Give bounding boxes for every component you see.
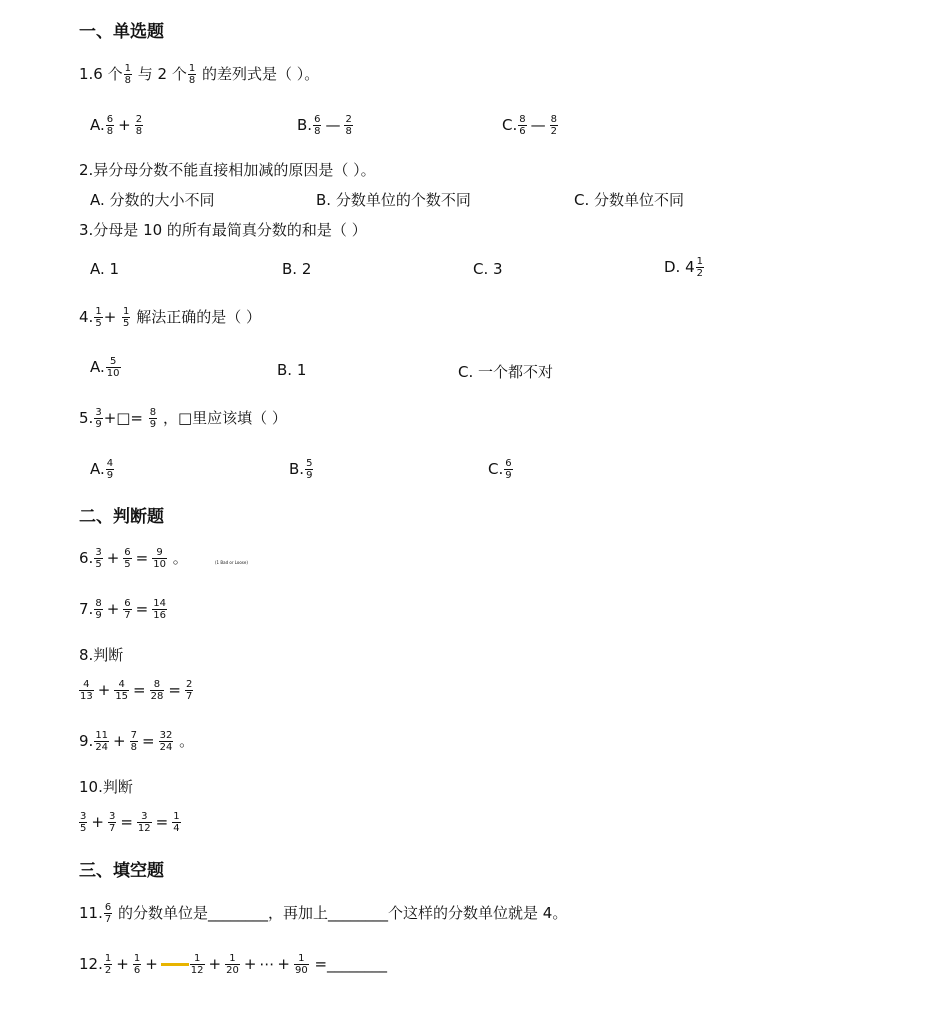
q1-option-c[interactable]: C. $\frac{8}{6}$ — $\frac{8}{2}$ bbox=[502, 114, 557, 137]
question-3: 3.分母是 10 的所有最简真分数的和是（ ） bbox=[79, 221, 367, 239]
section-title-true-false: 二、判断题 bbox=[79, 507, 164, 527]
q3-option-c[interactable]: C. 3 bbox=[473, 260, 503, 278]
question-10: 10.判断 bbox=[79, 778, 133, 796]
q5-option-b[interactable]: B. $\frac{5}{9}$ bbox=[289, 458, 313, 481]
question-11: 11. $\frac{6}{7}$ 的分数单位是________，再加上________个这样的分数单位就是 4。 bbox=[79, 902, 568, 925]
q4-option-a[interactable]: A. $\frac{5}{10}$ bbox=[90, 356, 120, 379]
highlight-mark bbox=[161, 963, 189, 966]
q5-option-c[interactable]: C. $\frac{6}{9}$ bbox=[488, 458, 512, 481]
q6-tiny-note: (1 Bad or Loose) bbox=[215, 560, 248, 565]
q1-mid: 与 2 个 bbox=[137, 65, 187, 83]
question-2: 2.异分母分数不能直接相加减的原因是（ ）。 bbox=[79, 161, 376, 179]
q3-option-b[interactable]: B. 2 bbox=[282, 260, 312, 278]
q1-suffix: 的差列式是（ ）。 bbox=[202, 65, 320, 83]
question-9: 9. $\frac{11}{24}$ + $\frac{7}{8}$ = $\frac{32}{24}$ 。 bbox=[79, 730, 195, 753]
q8-equation: $\frac{4}{13}$ + $\frac{4}{15}$ = $\frac{8}{28}$ = $\frac{2}{7}$ bbox=[80, 679, 193, 702]
q5-option-a[interactable]: A. $\frac{4}{9}$ bbox=[90, 458, 114, 481]
question-6: 6. $\frac{3}{5}$ + $\frac{6}{5}$ = $\frac{9}{10}$ 。 bbox=[79, 547, 188, 570]
q12-answer-blank[interactable]: =________ bbox=[314, 955, 388, 973]
question-12: 12. $\frac{1}{2}$ + $\frac{1}{6}$ + $\frac{1}{12}$ + $\frac{1}{20}$ + ⋯ + $\frac{1}{90}$ =________ bbox=[79, 953, 388, 976]
q1-prefix: 1.6 个 bbox=[79, 65, 123, 83]
section-title-fill-blank: 三、填空题 bbox=[79, 861, 164, 881]
q1-fraction-1: $\frac{1}{8}$ bbox=[124, 63, 131, 86]
q1-option-a[interactable]: A. $\frac{6}{8}$ + $\frac{2}{8}$ bbox=[90, 114, 143, 137]
question-4: 4. $\frac{1}{5}$ + $\frac{1}{5}$ 解法正确的是（ ） bbox=[79, 306, 261, 329]
q10-equation: $\frac{3}{5}$ + $\frac{3}{7}$ = $\frac{3}{12}$ = $\frac{1}{4}$ bbox=[80, 811, 180, 834]
section-title-single-choice: 一、单选题 bbox=[79, 22, 164, 42]
question-1 bbox=[79, 63, 319, 86]
q2-option-a[interactable]: A. 分数的大小不同 bbox=[90, 191, 215, 209]
q4-option-b[interactable]: B. 1 bbox=[277, 361, 307, 379]
q1-fraction-2: $\frac{1}{8}$ bbox=[188, 63, 196, 86]
q3-option-d[interactable]: D. 4 $\frac{1}{2}$ bbox=[664, 256, 704, 279]
q11-text: 的分数单位是________，再加上________个这样的分数单位就是 4。 bbox=[118, 904, 568, 922]
q4-option-c[interactable]: C. 一个都不对 bbox=[458, 363, 554, 381]
q2-option-b[interactable]: B. 分数单位的个数不同 bbox=[316, 191, 471, 209]
question-5: 5. $\frac{3}{9}$ +□= $\frac{8}{9}$ ，□里应该填（ ） bbox=[79, 407, 287, 430]
q3-option-a[interactable]: A. 1 bbox=[90, 260, 120, 278]
q1-option-b[interactable]: B. $\frac{6}{8}$ — $\frac{2}{8}$ bbox=[297, 114, 352, 137]
question-8: 8.判断 bbox=[79, 646, 124, 664]
question-7: 7. $\frac{8}{9}$ + $\frac{6}{7}$ = $\frac{14}{16}$ bbox=[79, 598, 166, 621]
q2-option-c[interactable]: C. 分数单位不同 bbox=[574, 191, 685, 209]
